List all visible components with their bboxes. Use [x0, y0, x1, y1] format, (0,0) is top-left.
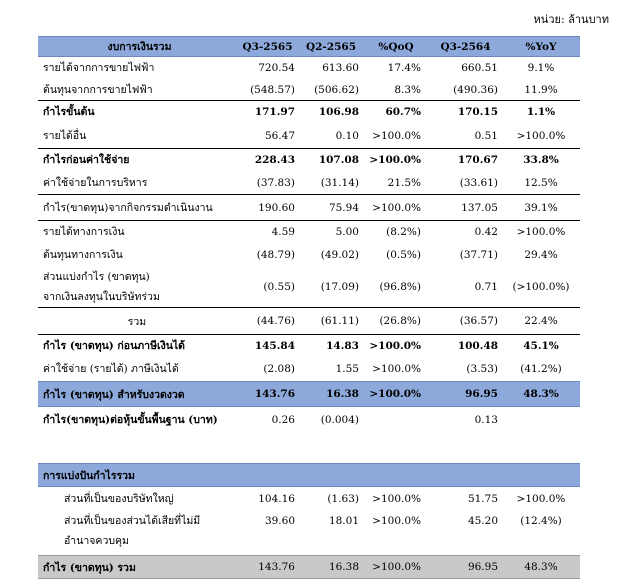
- row-label: ต้นทุนทางการเงิน: [43, 249, 123, 261]
- cell-value: 107.08: [318, 153, 359, 166]
- row-label: กำไร (ขาดทุน) รวม: [43, 561, 136, 574]
- row-label: รายได้ทางการเงิน: [43, 226, 125, 238]
- table-row: [38, 195, 580, 221]
- row-label: รายได้อื่น: [43, 130, 87, 142]
- cell-value: (44.76): [256, 315, 295, 327]
- header-yoy: %YoY: [525, 40, 557, 53]
- row-label: ต้นทุนจากการขายไฟฟ้า: [43, 84, 153, 96]
- cell-value: (0.5%): [386, 248, 421, 261]
- cell-value: 48.3%: [523, 388, 559, 400]
- cell-value: 8.3%: [394, 83, 421, 96]
- row-label: รวม: [127, 315, 147, 328]
- row-label: กำไรก่อนค่าใช้จ่าย: [43, 154, 130, 166]
- cell-value: >100.0%: [369, 339, 421, 352]
- row-label: ส่วนที่เป็นของบริษัทใหญ่: [64, 493, 174, 505]
- cell-value: 48.3%: [524, 561, 558, 573]
- cell-value: 0.10: [335, 129, 359, 142]
- cell-value: (0.55): [263, 281, 295, 293]
- cell-value: 4.59: [271, 225, 295, 238]
- cell-value: 45.1%: [523, 339, 559, 352]
- header-q2-2565: Q2-2565: [305, 40, 357, 53]
- cell-value: 104.16: [258, 492, 295, 505]
- cell-value: 100.48: [457, 339, 498, 352]
- cell-value: (548.57): [250, 83, 295, 96]
- table-row-total-profit: [38, 555, 580, 579]
- cell-value: (17.09): [320, 281, 359, 293]
- cell-value: 60.7%: [385, 105, 421, 118]
- cell-value: 171.97: [254, 105, 295, 118]
- table-row: [38, 307, 580, 335]
- cell-value: 143.76: [254, 388, 295, 400]
- cell-value: >100.0%: [372, 201, 421, 214]
- row-label-line1: ส่วนแบ่งกำไร (ขาดทุน): [43, 271, 150, 283]
- table-row: [38, 511, 580, 555]
- row-label: ค่าใช้จ่ายในการบริหาร: [43, 177, 148, 189]
- cell-value: (12.4%): [520, 515, 562, 527]
- cell-value: (490.36): [453, 83, 498, 96]
- cell-value: (8.2%): [386, 225, 421, 238]
- table-row: [38, 267, 580, 307]
- cell-value: 145.84: [254, 339, 295, 352]
- table-row: [38, 357, 580, 381]
- table-row: [38, 149, 580, 171]
- cell-value: 33.8%: [523, 153, 559, 166]
- cell-value: 613.60: [322, 61, 359, 74]
- table-row-eps: [38, 407, 580, 433]
- row-label-line2: จากเงินลงทุนในบริษัทร่วม: [43, 291, 160, 303]
- header-q3-2565: Q3-2565: [242, 40, 293, 53]
- cell-value: >100.0%: [369, 153, 421, 166]
- cell-value: 45.20: [467, 515, 498, 527]
- cell-value: (36.57): [459, 315, 498, 327]
- cell-value: (0.004): [320, 413, 359, 426]
- header-q3-2564: Q3-2564: [440, 40, 491, 53]
- cell-value: (61.11): [320, 315, 359, 327]
- row-label: [38, 511, 236, 551]
- cell-value: 29.4%: [524, 248, 558, 261]
- row-label: กำไร(ขาดทุน)ต่อหุ้นขั้นพื้นฐาน (บาท): [43, 414, 218, 426]
- row-label: กำไร (ขาดทุน) ก่อนภาษีเงินได้: [43, 340, 185, 352]
- cell-value: 39.1%: [524, 201, 558, 214]
- cell-value: 21.5%: [387, 176, 421, 189]
- table-row: [38, 79, 580, 101]
- cell-value: 9.1%: [527, 61, 555, 74]
- row-label-line1: ส่วนที่เป็นของส่วนได้เสียที่ไม่มี: [64, 515, 201, 527]
- cell-value: 720.54: [258, 61, 295, 74]
- cell-value: (37.71): [459, 248, 498, 261]
- cell-value: (506.62): [314, 83, 359, 96]
- row-label: ค่าใช้จ่าย (รายได้) ภาษีเงินได้: [43, 363, 179, 375]
- header-qoq: %QoQ: [378, 40, 414, 53]
- cell-value: 0.13: [474, 413, 498, 426]
- cell-value: 16.38: [326, 388, 359, 400]
- cell-value: 660.51: [461, 61, 498, 74]
- cell-value: (31.14): [320, 176, 359, 189]
- table-row: [38, 221, 580, 243]
- row-label-line2: อำนาจควบคุม: [64, 535, 129, 547]
- cell-value: >100.0%: [372, 561, 421, 573]
- cell-value: >100.0%: [516, 129, 566, 142]
- table-row-net-profit: [38, 381, 580, 407]
- header-statement: งบการเงินรวม: [107, 41, 172, 53]
- cell-value: 11.9%: [524, 83, 558, 96]
- cell-value: 0.71: [474, 281, 498, 293]
- cell-value: 12.5%: [524, 176, 558, 189]
- table-row: [38, 57, 580, 79]
- table-row: [38, 243, 580, 267]
- cell-value: 14.83: [326, 339, 359, 352]
- allocation-title: การแบ่งปันกำไรรวม: [43, 469, 135, 482]
- cell-value: (37.83): [256, 176, 295, 189]
- cell-value: 0.51: [474, 129, 498, 142]
- financial-table: [38, 36, 580, 579]
- table-row: [38, 101, 580, 123]
- cell-value: 1.55: [335, 362, 359, 375]
- row-label: กำไรขั้นต้น: [43, 106, 95, 118]
- cell-value: (2.08): [263, 362, 295, 375]
- row-label: [38, 267, 236, 307]
- cell-value: 170.67: [457, 153, 498, 166]
- cell-value: (49.02): [320, 248, 359, 261]
- cell-value: 22.4%: [524, 315, 558, 327]
- cell-value: (3.53): [466, 362, 498, 375]
- table-row: [38, 171, 580, 195]
- cell-value: (>100.0%): [512, 281, 570, 293]
- section-gap: [38, 433, 580, 463]
- cell-value: 0.26: [271, 413, 295, 426]
- cell-value: 17.4%: [387, 61, 421, 74]
- cell-value: >100.0%: [369, 388, 421, 400]
- cell-value: (33.61): [459, 176, 498, 189]
- table-row: [38, 335, 580, 357]
- cell-value: (1.63): [327, 492, 359, 505]
- cell-value: 18.01: [328, 515, 359, 527]
- cell-value: 96.95: [467, 561, 498, 573]
- cell-value: 96.95: [465, 388, 498, 400]
- cell-value: 228.43: [254, 153, 295, 166]
- cell-value: (96.8%): [379, 281, 421, 293]
- allocation-header-row: [38, 463, 580, 487]
- cell-value: >100.0%: [372, 492, 421, 505]
- cell-value: 1.1%: [526, 105, 556, 118]
- cell-value: 143.76: [258, 561, 295, 573]
- cell-value: 190.60: [258, 201, 295, 214]
- unit-label: หน่วย: ล้านบาท: [533, 13, 609, 26]
- cell-value: (41.2%): [520, 362, 562, 375]
- cell-value: 137.05: [461, 201, 498, 214]
- cell-value: 51.75: [467, 492, 498, 505]
- table-row: [38, 123, 580, 149]
- cell-value: 106.98: [318, 105, 359, 118]
- cell-value: 75.94: [328, 201, 359, 214]
- table-header-row: [38, 36, 580, 57]
- cell-value: >100.0%: [372, 129, 421, 142]
- cell-value: 5.00: [335, 225, 359, 238]
- cell-value: (48.79): [256, 248, 295, 261]
- cell-value: 56.47: [264, 129, 295, 142]
- cell-value: 0.42: [474, 225, 498, 238]
- cell-value: 170.15: [457, 105, 498, 118]
- row-label: กำไร (ขาดทุน) สำหรับงวดงวด: [43, 388, 185, 401]
- cell-value: 39.60: [264, 515, 295, 527]
- cell-value: (26.8%): [379, 315, 421, 327]
- table-row: [38, 487, 580, 511]
- row-label: รายได้จากการขายไฟฟ้า: [43, 62, 155, 74]
- cell-value: >100.0%: [516, 225, 566, 238]
- cell-value: >100.0%: [516, 492, 566, 505]
- cell-value: >100.0%: [372, 515, 421, 527]
- cell-value: 16.38: [328, 561, 359, 573]
- cell-value: >100.0%: [372, 362, 421, 375]
- row-label: กำไร(ขาดทุน)จากกิจกรรมดำเนินงาน: [43, 202, 213, 214]
